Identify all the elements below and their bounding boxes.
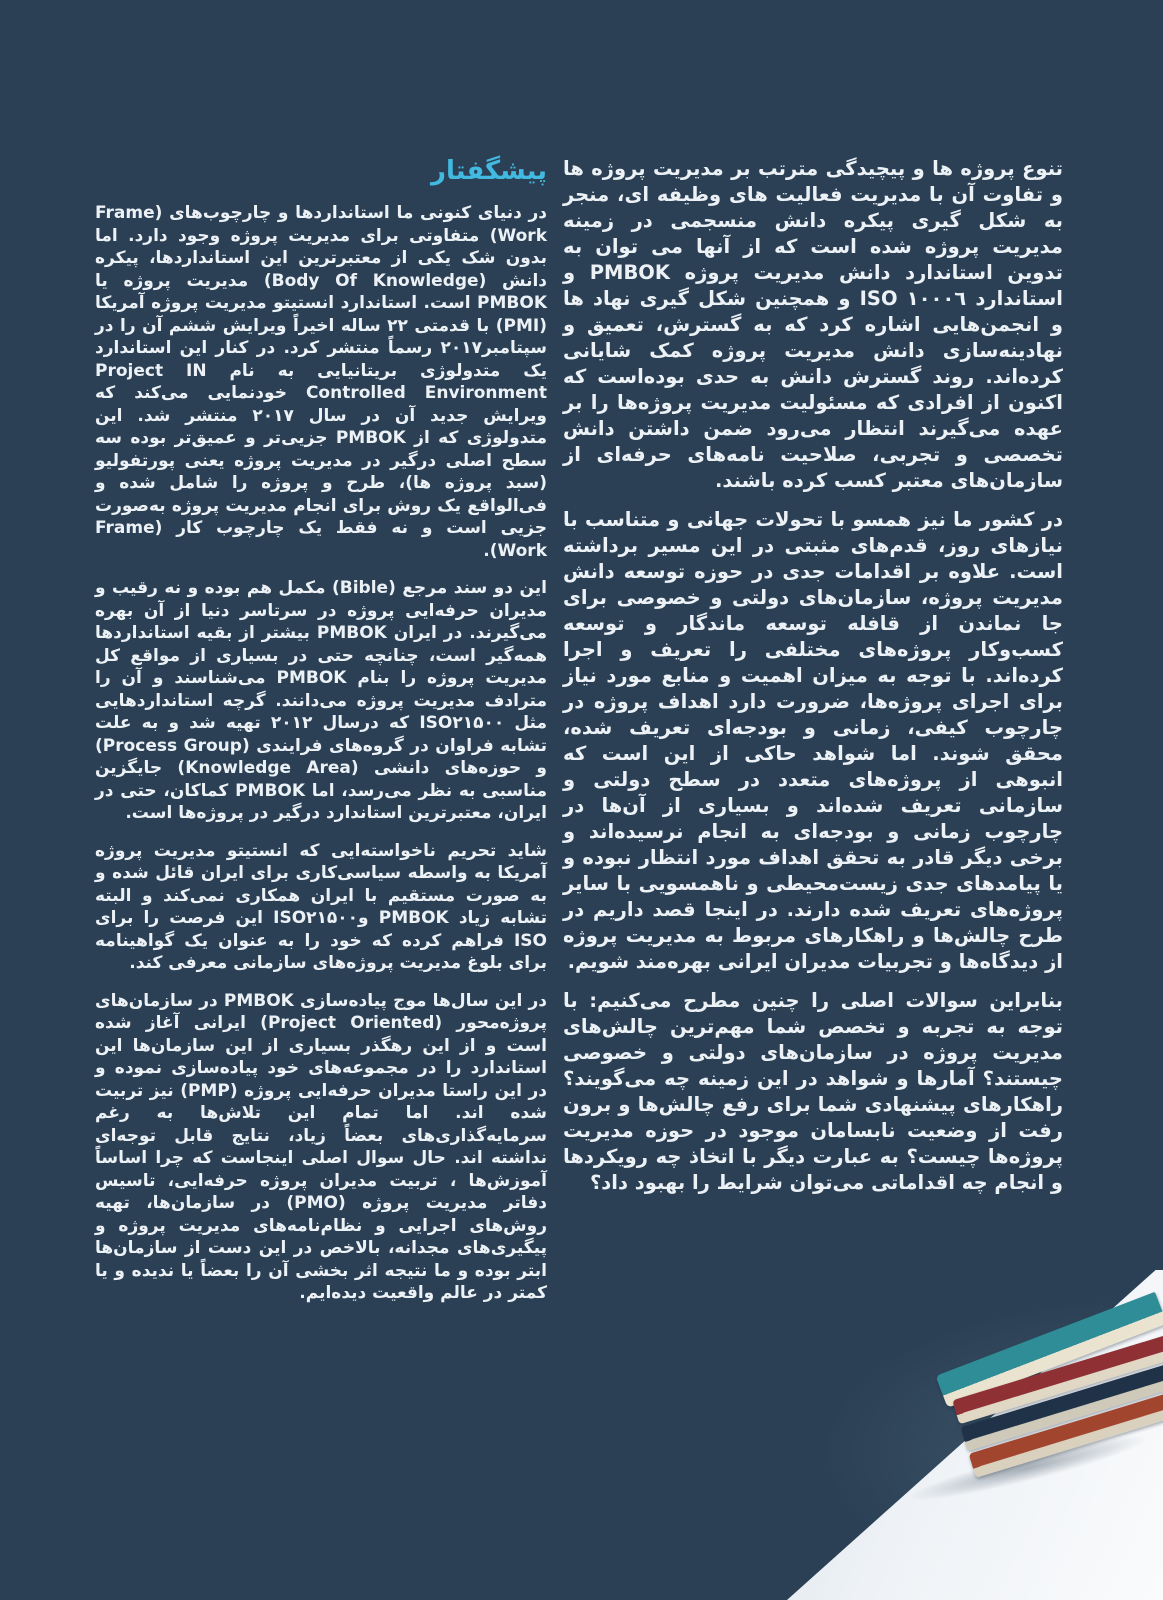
paragraph: در دنیای کنونی ما استانداردها و چارچوب‌های (Frame Work) متفاوتی برای مدیریت پروژه وجود دارد. اما بدون شک یکی از معتبرترین این استانداردها، پیکره دانش (Body Of Knowledge) مدیریت پروژه یا PMBOK است. استاندارد انستیتو مدیریت پروژه آمریکا (PMI) با قدمتی ۲۲ ساله اخیراً ویرایش ششم آن را در سپتامبر۲۰۱۷ رسماً منتشر کرد. در کنار این استاندارد یک متدولوژی بریتانیایی به نام Project IN Controlled Environment خودنمایی می‌کند که ویرایش جدید آن در سال ۲۰۱۷ منتشر شد. این متدولوژی که از PMBOK جزیی‌تر و عمیق‌تر بوده سه سطح اصلی درگیر در مدیریت پروژه یعنی پورتفولیو (سبد پروژه ها)، طرح و پروژه را شامل شده و فی‌الواقع یک روش برای انجام مدیریت پروژه به‌صورت جزیی است و نه فقط یک چارچوب کار (Frame Work). — [95, 203, 548, 561]
paragraph: شاید تحریم ناخواسته‌ایی که انستیتو مدیریت پروژه آمریکا به واسطه سیاسی‌کاری برای ایران قائل شده و به صورت مستقیم با ایران همکاری نمی‌کند و البته تشابه زیاد PMBOK وISO۲۱۵۰۰ این فرصت را برای ISO فراهم کرده که خود را به عنوان یک گواهینامه برای بلوغ مدیریت پروژه‌های سازمانی معرفی کند. — [95, 840, 547, 973]
paragraph: در این سال‌ها موج پیاده‌سازی PMBOK در سازمان‌های پروژه‌محور (Project Oriented) ایرانی آغاز شده است و از این رهگذر بسیاری از این سازمان‌ها این استاندارد را در مجموعه‌های خود پیاده‌سازی نموده و در این راستا مدیران حرفه‌ایی پروژه (PMP) نیز تربیت شده اند. اما تمام این تلاش‌ها به رغم سرمایه‌گذاری‌های بعضاً زیاد، نتایج قابل توجه‌ای نداشته اند. حال سوال اصلی اینجاست که چرا اساساً آموزش‌ها ، تربیت مدیران پروژه حرفه‌ایی، تاسیس دفاتر مدیریت پروژه (PMO) در سازمان‌ها، تهیه روش‌های اجرایی و نظام‌نامه‌های مدیریت پروژه و پیگیری‌های مجدانه، بالاخص در این دست از سازمان‌ها ابتر بوده و ما نتیجه اثر بخشی آن را بعضاً یا ندیده و یا کمتر در عالم واقعیت دیده‌ایم. — [95, 990, 548, 1303]
books-photo — [763, 1270, 1163, 1600]
paragraph: این دو سند مرجع (Bible) مکمل هم بوده و نه رقیب و مدیران حرفه‌ایی پروژه در سرتاسر دنیا از آن بهره می‌گیرند. در ایران PMBOK بیشتر از بقیه استانداردها همه‌گیر است، چنانچه حتی در بسیاری از مواقع کل مدیریت پروژه را بنام PMBOK می‌شناسند و آن را مترادف مدیریت پروژه می‌دانند. گرچه استانداردهایی مثل ISO۲۱۵۰۰ که درسال ۲۰۱۲ تهیه شد و به علت تشابه فراوان در گروه‌های فرایندی (Process Group) و حوزه‌های دانشی (Knowledge Area) جایگزین مناسبی به نظر می‌رسد، اما PMBOK کماکان، حتی در ایران، معتبرترین استاندارد درگیر در پروژه‌ها است. — [95, 578, 548, 823]
right-column — [563, 156, 1063, 1209]
paragraph: تنوع پروژه ها و پیچیدگی مترتب بر مدیریت پروژه ها و تفاوت آن با مدیریت فعالیت های وظیفه ای، منجر به شکل گیری پیکره دانش منسجمی در زمینه مدیریت پروژه شده است که از آنها می توان به تدوین استاندارد دانش مدیریت پروژه PMBOK و استاندارد ISO ۱۰۰۰٦ و همچنین شکل گیری نهاد ها و انجمن‌هایی اشاره کرد که به گسترش، تعمیق و نهادینه‌سازی دانش مدیریت پروژه کمک شایانی کرده‌اند. روند گسترش دانش به حدی بوده‌است که اکنون از افرادی که مسئولیت مدیریت پروژه‌ها را بر عهده می‌گیرند انتظار می‌رود ضمن داشتن دانش تخصصی و تجربی، صلاحیت نامه‌های حرفه‌ای از سازمان‌های معتبر کسب کرده باشند. — [563, 157, 1063, 492]
paragraph: بنابراین سوالات اصلی را چنین مطرح می‌کنیم: با توجه به تجربه و تخصص شما مهم‌ترین چالش‌های مدیریت پروژه در سازمان‌های دولتی و خصوصی چیستند؟ آمارها و شواهد در این زمینه چه می‌گویند؟ راهکارهای پیشنهادی شما برای رفع چالش‌ها و برون رفت از وضعیت نابسامان موجود در حوزه مدیریت پروژه‌ها چیست؟ به عبارت دیگر با اتخاذ چه رویکردها و انجام چه اقداماتی می‌توان شرایط را بهبود داد؟ — [563, 989, 1063, 1194]
left-column — [95, 156, 547, 1320]
paragraph: در کشور ما نیز همسو با تحولات جهانی و متناسب با نیازهای روز، قدم‌های مثبتی در این مسیر برداشته است. علاوه بر اقدامات جدی در حوزه توسعه دانش مدیریت پروژه، سازمان‌های دولتی و خصوصی برای جا نماندن از قافله توسعه ماندگار و توسعه کسب‌وکار پروژه‌های مختلفی را تعریف و اجرا کرده‌اند. با توجه به میزان اهمیت و منابع مورد نیاز برای اجرای پروژه‌ها، ضرورت دارد اهداف پروژه در چارچوب کیفی، زمانی و بودجه‌ای تعریف شده، محقق شوند. اما شواهد حاکی از این است که انبوهی از پروژه‌های متعدد در سطح دولتی و سازمانی تعریف شده‌اند و بسیاری از آن‌ها در چارچوب زمانی و بودجه‌ای به انجام نرسیده‌اند و برخی دیگر قادر به تحقق اهداف مورد انتظار نبوده و یا پیامدهای جدی زیست‌محیطی و ناهمسویی با سایر پروژه‌های تعریف شده دارند. در اینجا قصد داریم در طرح چالش‌ها و راهکارهای مربوط به مدیریت پروژه از دیدگاه‌ها و تجربیات مدیران ایرانی بهره‌مند شویم. — [563, 508, 1063, 973]
page-title: پیشگفتار — [430, 156, 547, 186]
